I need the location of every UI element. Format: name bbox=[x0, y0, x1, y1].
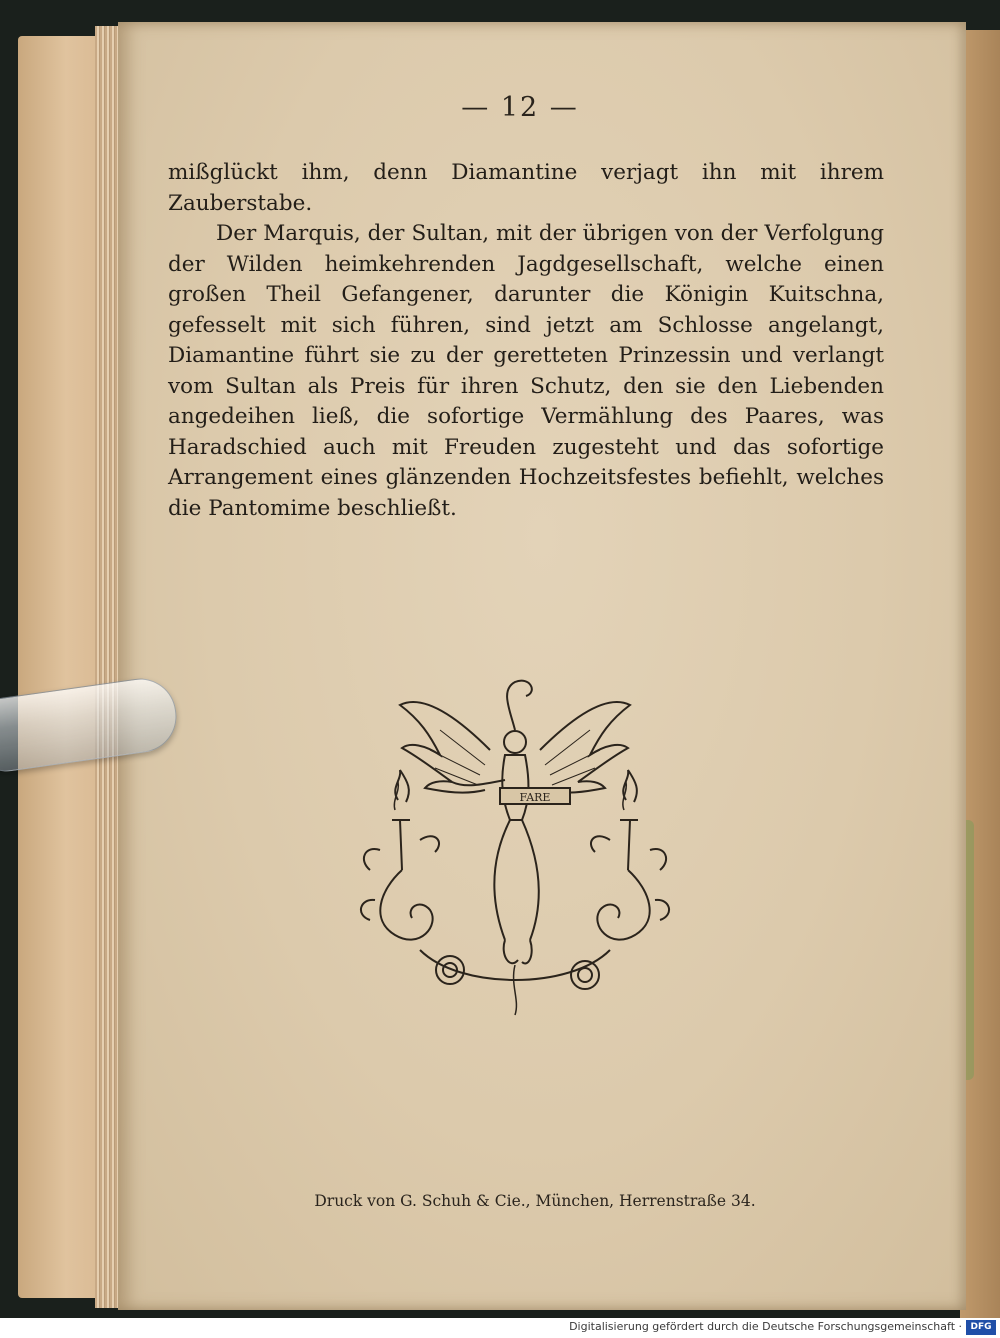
left-torch bbox=[392, 770, 410, 870]
printer-imprint: Druck von G. Schuh & Cie., München, Herrenstraße 34. bbox=[314, 1192, 756, 1210]
banner-text: FARE bbox=[519, 791, 551, 804]
scroll-curl bbox=[507, 681, 532, 730]
dfg-logo: DFG bbox=[966, 1320, 996, 1335]
page-number: — 12 — bbox=[461, 92, 579, 123]
body-text bbox=[168, 158, 884, 524]
left-rose bbox=[436, 956, 464, 984]
paragraph: mißglückt ihm, denn Diamantine verjagt ihn mit ihrem Zauberstabe. bbox=[168, 160, 884, 216]
right-rose bbox=[571, 961, 599, 989]
angel-ornament bbox=[340, 670, 690, 1020]
left-wing bbox=[400, 702, 490, 793]
right-wing bbox=[540, 702, 630, 793]
paragraph: Der Marquis, der Sultan, mit der übrigen von der Verfolgung der Wilden heimkehrenden Jagdgesellschaft, welche einen großen Theil Gefangener, darunter die Königin Kuitschna, gefesselt mit sich führen, sind jetzt am Schlosse angelangt, Diamantine führt sie zu der geretteten Prinzessin und verlangt vom Sultan als Preis für ihren Schutz, den sie den Liebenden angedeihen ließ, die sofortige Vermählung des Paares, was Haradschied auch mit Freuden zugesteht und das sofortige Arrangement eines glänzenden Hochzeitsfestes befiehlt, welches die Pantomime beschließt. bbox=[168, 221, 884, 521]
left-foliage bbox=[380, 870, 432, 940]
angel-head bbox=[504, 731, 526, 753]
right-torch bbox=[620, 770, 638, 870]
right-cover-edge bbox=[960, 30, 1000, 1318]
digitization-credit: Digitalisierung gefördert durch die Deutsche Forschungsgemeinschaft · bbox=[569, 1320, 962, 1333]
right-foliage bbox=[597, 870, 649, 940]
